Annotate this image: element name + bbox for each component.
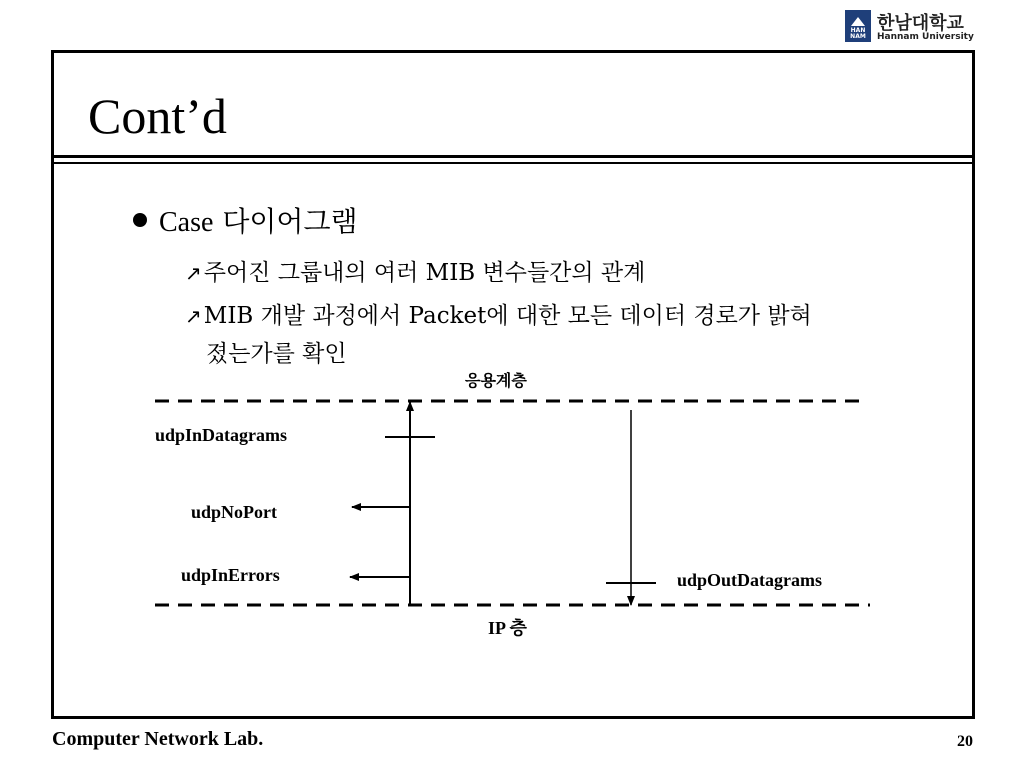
- page-number: 20: [957, 733, 973, 750]
- slide-title: Cont’d: [88, 88, 227, 144]
- udp-no-port-label: udpNoPort: [191, 502, 278, 522]
- sub-bullet-relations: ↗주어진 그룹내의 여러 MIB 변수들간의 관계: [185, 260, 646, 286]
- udp-in-errors-label: udpInErrors: [181, 565, 280, 585]
- logo-name-korean: 한남대학교: [877, 13, 964, 34]
- sub-bullet-data-path: ↗MIB 개발 과정에서 Packet에 대한 모든 데이터 경로가 밝혀: [185, 303, 812, 329]
- ip-layer-label: IP 층: [488, 618, 527, 638]
- logo-name-english: Hannam University: [877, 32, 974, 42]
- udp-in-datagrams-label: udpInDatagrams: [155, 425, 288, 445]
- arrow-up-right-icon: ↗: [185, 304, 202, 328]
- application-layer-label: 응용계층: [465, 371, 527, 390]
- footer-lab-name: Computer Network Lab.: [52, 728, 264, 750]
- bullet-case-diagram: Case 다이어그램: [133, 200, 358, 240]
- sub-bullet-data-path-cont: 졌는가를 확인: [206, 341, 347, 367]
- arrow-up-right-icon: ↗: [185, 261, 202, 285]
- udp-out-datagrams-label: udpOutDatagrams: [677, 570, 823, 590]
- logo-emblem-icon: HAN NAM: [845, 10, 871, 42]
